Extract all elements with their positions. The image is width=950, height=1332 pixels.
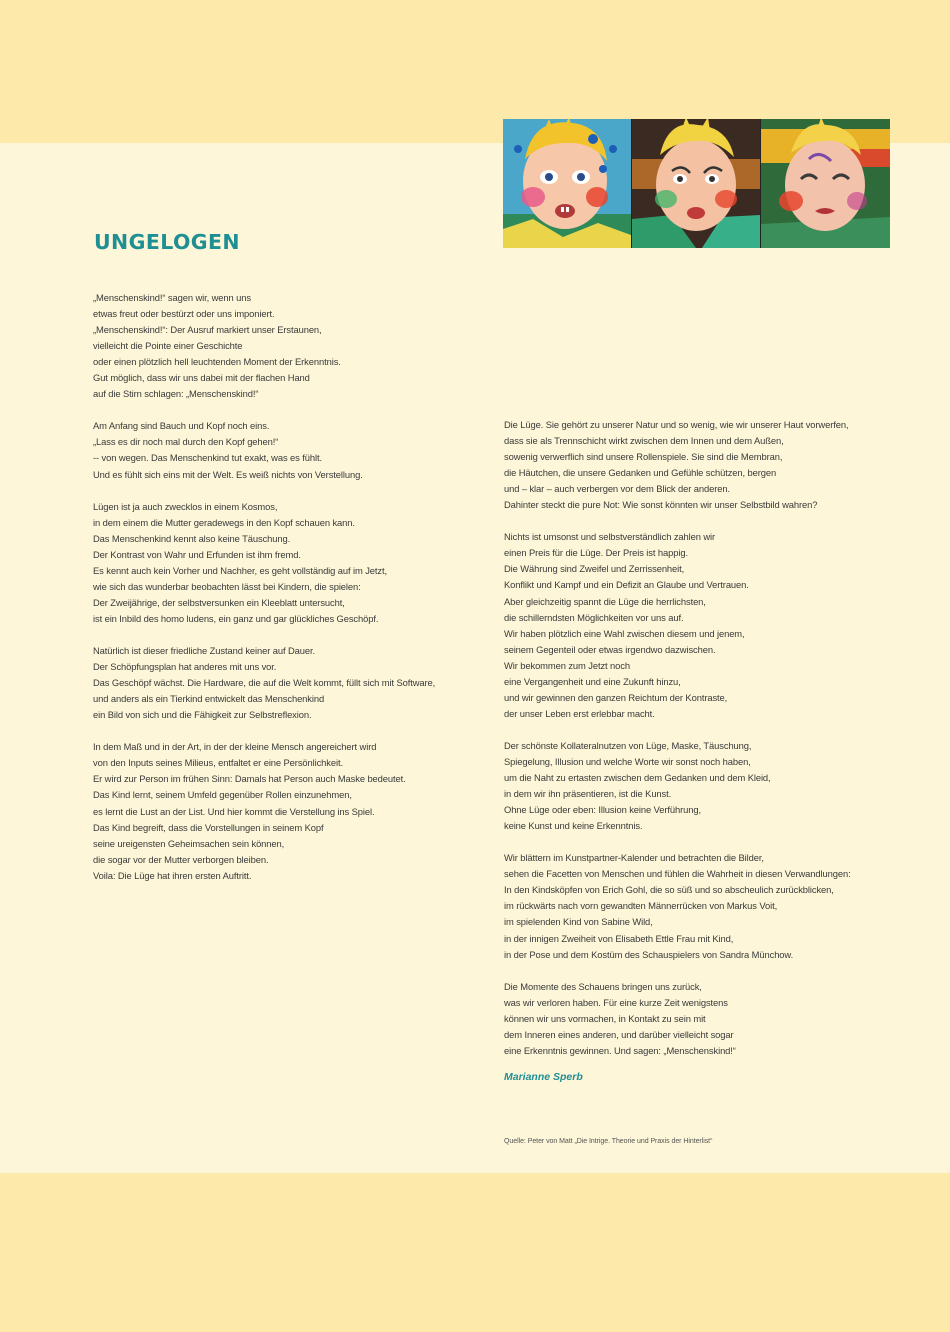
page-title: UNGELOGEN bbox=[94, 230, 240, 254]
right-paragraph-1: Die Lüge. Sie gehört zu unserer Natur und so wenig, wie wir unserer Haut vorwerfen, dass sie als Trennschicht wirkt zwischen dem Innen und dem Außen, sowenig verwerflich sind unsere Rollenspiele. Sie sind die Membran, die Häutchen, die unsere Gedanken und Gefühle schützen, bergen und – klar – auch verbergen vor dem Blick der anderen. Dahinter steckt die pure Not: Wie sonst könnten wir unser Selbstbild wahren? bbox=[504, 419, 849, 511]
baby-portrait-image-2 bbox=[632, 119, 760, 248]
left-text-column bbox=[93, 290, 483, 900]
left-paragraph-4: Natürlich ist dieser friedliche Zustand keiner auf Dauer. Der Schöpfungsplan hat anderes mit uns vor. Das Geschöpf wächst. Die Hardware, die auf die Welt kommt, füllt sich mit Software, und anders als ein Tierkind entwickelt das Menschenkind ein Bild von sich und die Fähigkeit zur Selbstreflexion. bbox=[93, 645, 436, 721]
source-citation: Quelle: Peter von Matt „Die Intrige. Theorie und Praxis der Hinterlist“ bbox=[504, 1138, 713, 1145]
right-paragraph-3: Der schönste Kollateralnutzen von Lüge, Maske, Täuschung, Spiegelung, Illusion und welche Worte wir sonst noch haben, um die Naht zu ertasten zwischen dem Gedanken und dem Kleid, in dem wir ihn präsentieren, ist die Kunst. Ohne Lüge oder eben: Illusion keine Verführung, keine Kunst und keine Erkenntnis. bbox=[504, 739, 771, 832]
baby-portrait-image-3 bbox=[761, 119, 890, 248]
right-text-column bbox=[504, 417, 894, 1075]
left-paragraph-1: „Menschenskind!“ sagen wir, wenn uns etwas freut oder bestürzt oder uns imponiert. „Menschenskind!“: Der Ausruf markiert unser Erstaunen, vielleicht die Pointe einer Geschichte oder einen plötzlich hell leuchtenden Moment der Erkenntnis. Gut möglich, dass wir uns dabei mit der flachen Hand auf die Stirn schlagen: „Menschenskind!“ bbox=[93, 292, 341, 400]
left-paragraph-2: Am Anfang sind Bauch und Kopf noch eins. „Lass es dir noch mal durch den Kopf gehen!“ -- von wegen. Das Menschenkind tut exakt, was es fühlt. Und es fühlt sich eins mit der Welt. Es weiß nichts von Verstellung. bbox=[93, 420, 363, 480]
left-paragraph-3: Lügen ist ja auch zwecklos in einem Kosmos, in dem einem die Mutter geradewegs in den Kopf schauen kann. Das Menschenkind kennt also keine Täuschung. Der Kontrast von Wahr und Erfunden ist ihm fremd. Es kennt auch kein Vorher und Nachher, es geht vollständig auf im Jetzt, wie sich das wunderbar beobachten lässt bei Kindern, die spielen: Der Zweijährige, der selbstversunken ein Kleeblatt untersucht, ist ein Inbild des homo ludens, ein ganz und gar glückliches Geschöpf. bbox=[93, 500, 388, 624]
left-paragraph-5: In dem Maß und in der Art, in der der kleine Mensch angereichert wird von den Inputs seines Milieus, entfaltet er eine Persönlichkeit. Er wird zur Person im frühen Sinn: Damals hat Person auch Maske bedeutet. Das Kind lernt, seinem Umfeld gegenüber Rollen einzunehmen, es lernt die Lust an der List. Und hier kommt die Verstellung ins Spiel. Das Kind begreift, dass die Vorstellungen in seinem Kopf seine ureigensten Geheimsachen sein können, die sogar vor der Mutter verborgen bleiben. Voila: Die Lüge hat ihren ersten Auftritt. bbox=[93, 741, 406, 881]
baby-portrait-image-1 bbox=[503, 119, 631, 248]
author-name: Marianne Sperb bbox=[504, 1071, 583, 1083]
bottom-color-band bbox=[0, 1173, 950, 1332]
right-paragraph-5: Die Momente des Schauens bringen uns zurück, was wir verloren haben. Für eine kurze Zeit wenigstens können wir uns vormachen, in Kontakt zu sein mit dem Inneren eines anderen, und darüber vielleicht sogar eine Erkenntnis gewinnen. Und sagen: „Menschenskind!“ bbox=[504, 980, 736, 1056]
right-paragraph-2: Nichts ist umsonst und selbstverständlich zahlen wir einen Preis für die Lüge. Der Preis ist happig. Die Währung sind Zweifel und Zerrissenheit, Konflikt und Kampf und ein Defizit an Glaube und Vertrauen. Aber gleichzeitig spannt die Lüge die herrlichsten, die schillerndsten Möglichkeiten vor uns auf. Wir haben plötzlich eine Wahl zwischen diesem und jenem, seinem Gegenteil oder etwas irgendwo dazwischen. Wir bekommen zum Jetzt noch eine Vergangenheit und eine Zukunft hinzu, und wir gewinnen den ganzen Reichtum der Kontraste, der unser Leben erst erlebbar macht. bbox=[504, 531, 749, 719]
hero-image-strip bbox=[503, 119, 890, 248]
right-paragraph-4: Wir blättern im Kunstpartner-Kalender und betrachten die Bilder, sehen die Facetten von Menschen und fühlen die Wahrheit in diesen Verwandlungen: In den Kindsköpfen von Erich Gohl, die so süß und so abscheulich zurückblicken, im rückwärts nach vorn gewandten Männerrücken von Markus Voit, im spielenden Kind von Sabine Wild, in der innigen Zweiheit von Elisabeth Ettle Frau mit Kind, in der Pose und dem Kostüm des Schauspielers von Sandra Münchow. bbox=[504, 852, 851, 960]
